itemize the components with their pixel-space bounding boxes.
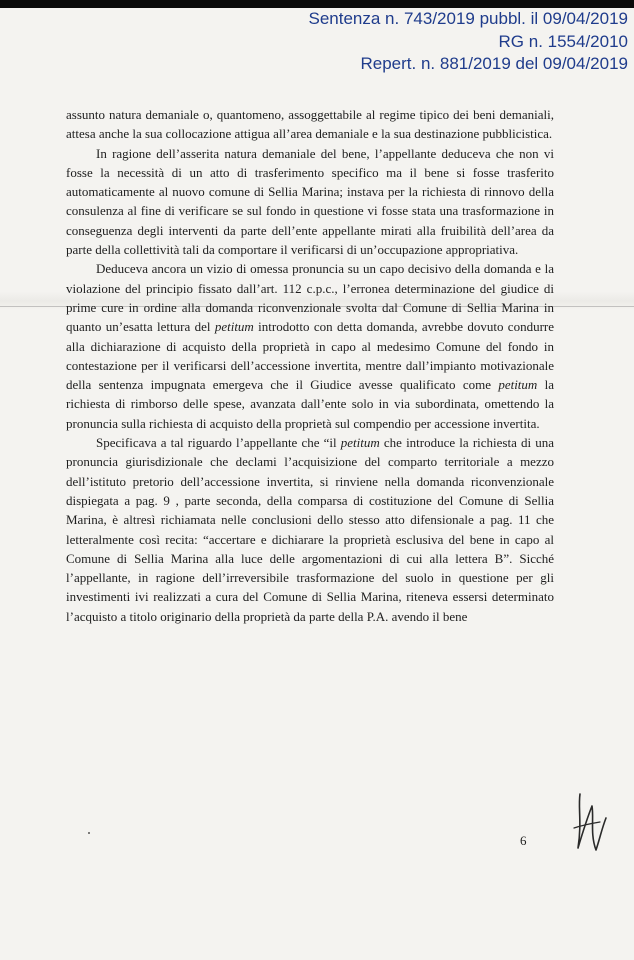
paragraph-text: Deduceva ancora un vizio di omessa pronuncia su un capo decisivo della domanda e la violazione del principio fissato dall’art. 112 c.p.c., l’erronea determinazione del giudice di prime cure in ordine alla domanda riconvenzionale svolta dal Comune di Sellia Marina in quanto un’esatta lettura del (66, 261, 554, 335)
body-paragraph (66, 105, 554, 144)
italic-term: petitum (498, 377, 538, 393)
italic-term: petitum (214, 319, 254, 335)
document-header (309, 8, 629, 76)
body-paragraph (66, 433, 554, 626)
paragraph-text: assunto natura demaniale o, quantomeno, assoggettabile al regime tipico dei beni demaniali, attesa anche la sua collocazione attigua all’area demaniale e la sua destinazione pubblicistica. (66, 107, 554, 142)
scan-speck (88, 832, 90, 834)
paragraph-text: la richiesta di rimborso delle spese, avanzata dall’ente solo in via subordinata, omettendo la pronuncia sulla richiesta di acquisto della proprietà sul compendio per accessione invertita. (66, 377, 554, 431)
page-number: 6 (520, 833, 527, 848)
header-sentenza: Sentenza n. 743/2019 pubbl. il 09/04/2019 (308, 9, 628, 28)
handwritten-signature (566, 788, 616, 860)
body-paragraph (66, 144, 554, 260)
header-rg: RG n. 1554/2010 (498, 31, 628, 51)
italic-term: petitum (340, 435, 380, 451)
paragraph-text: introdotto con detta domanda, avrebbe dovuto condurre alla dichiarazione di acquisto della proprietà in capo al medesimo Comune del fondo in contestazione per il verificarsi dell’accessione invertita, mentre dall’impianto motivazionale della sentenza impugnata emergeva che il Giudice avesse qualificato come (66, 319, 554, 393)
paragraph-text: Specificava a tal riguardo l’appellante che “il (96, 435, 341, 451)
body-paragraph (66, 259, 554, 433)
document-body (66, 105, 554, 626)
header-repert: Repert. n. 881/2019 del 09/04/2019 (360, 54, 628, 73)
top-scan-border (0, 0, 634, 8)
paragraph-text: che introduce la richiesta di una pronuncia giurisdizionale che declami l’acquisizione del comparto territoriale a mezzo dell’istituto pretorio dell’accessione invertita, si rinviene nella domanda riconvenzionale dispiegata a pag. 9 , parte seconda, della comparsa di costituzione del Comune di Sellia Marina, è altresì richiamata nelle conclusioni dello stesso atto difensionale a pag. 11 che letteralmente così recita: “accertare e dichiarare la proprietà esclusiva del bene in capo al Comune di Sellia Marina alla luce delle argomentazioni di cui alla lettera B”. Sicché l’appellante, in ragione dell’irreversibile trasformazione del suolo in questione per gli investimenti ivi realizzati a cura del Comune di Sellia Marina, riteneva essersi determinato l’acquisto a titolo originario della proprietà da parte della P.A. avendo il bene (66, 435, 554, 624)
paragraph-text: In ragione dell’asserita natura demaniale del bene, l’appellante deduceva che non vi fosse la necessità di un atto di trasferimento specifico ma il bene si fosse trasferito automaticamente al nuovo comune di Sellia Marina; instava per la richiesta di rinnovo della consulenza al fine di verificare se sul fondo in questione vi fosse stata una trasformazione in conseguenza degli interventi da parte dell’ente appellante mirati alla fruibilità dell’area da parte della collettività tali da comportare il verificarsi di un’occupazione appropriativa. (66, 145, 554, 258)
